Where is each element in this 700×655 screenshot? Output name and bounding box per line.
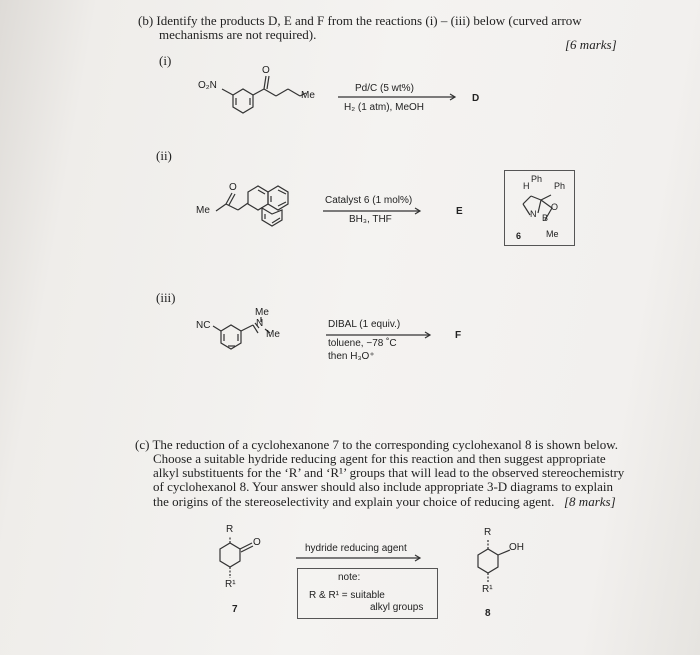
product-f: F: [455, 330, 462, 341]
c7-o: O: [253, 537, 261, 548]
reaction-ii-label: (ii): [156, 148, 172, 163]
r3-reagent-bottom: then H₃O⁺: [328, 351, 375, 362]
r3-reagent-top: DIBAL (1 equiv.): [328, 319, 401, 330]
cat-b: B: [542, 213, 549, 223]
cat-h: H: [523, 181, 530, 191]
r3-me-right: Me: [266, 329, 280, 340]
r1-o: O: [262, 65, 270, 76]
r1-o2n: O₂N: [198, 80, 217, 91]
note-text-2: alkyl groups: [370, 602, 424, 613]
product-d: D: [472, 93, 480, 104]
r3-me-top: Me: [255, 307, 269, 318]
c7-r1: R¹: [225, 579, 236, 590]
part-c-line2: Choose a suitable hydride reducing agent for this reaction and then suggest appropriate: [153, 451, 606, 466]
reaction-i-label: (i): [159, 53, 172, 68]
r1-me: Me: [301, 90, 315, 101]
c8-number: 8: [485, 608, 491, 619]
r2-me: Me: [196, 205, 210, 216]
r3-reagent-mid: toluene, −78 ˚C: [328, 338, 397, 349]
part-c-line4: of cyclohexanol 8. Your answer should also include appropriate 3-D diagrams to explain: [153, 479, 613, 494]
part-b-heading-line1: (b) Identify the products D, E and F from the reactions (i) – (iii) below (curved arrow: [138, 13, 582, 28]
cat-n: N: [530, 209, 537, 219]
part-c-line3: alkyl substituents for the ‘R’ and ‘R¹’ groups that will lead to the observed stereochemistry: [153, 465, 625, 480]
reaction-i-structure: [222, 76, 306, 113]
reaction-ii-structure: [216, 186, 288, 226]
part-c-marks: [8 marks]: [564, 494, 616, 509]
cat-ph1: Ph: [531, 174, 543, 184]
compound-7-structure: [220, 536, 253, 578]
c7-r: R: [226, 524, 234, 535]
cat-o: O: [551, 202, 559, 212]
reaction-iii-label: (iii): [156, 290, 176, 305]
cat-ph2: Ph: [554, 181, 566, 191]
cat-number: 6: [516, 231, 522, 241]
part-b-marks: [6 marks]: [565, 37, 617, 52]
part-c-line1: (c) The reduction of a cyclohexanone 7 to the corresponding cyclohexanol 8 is shown below.: [135, 437, 619, 452]
product-e: E: [456, 206, 463, 217]
part-c-line5: the origins of the stereoselectivity and explain your choice of reducing agent.: [153, 494, 555, 509]
part-b-heading-line2: mechanisms are not required).: [159, 27, 317, 42]
note-text-1: R & R¹ = suitable: [309, 590, 385, 601]
compound-8-structure: [478, 540, 510, 583]
c7-number: 7: [232, 604, 238, 615]
r2-o: O: [229, 182, 237, 193]
r2-reagent-top: Catalyst 6 (1 mol%): [325, 195, 413, 206]
cat-me: Me: [546, 229, 559, 239]
r1-reagent-bottom: H₂ (1 atm), MeOH: [344, 102, 424, 113]
c8-r1: R¹: [482, 584, 493, 595]
r1-reagent-top: Pd/C (5 wt%): [355, 83, 414, 94]
r3-nc: NC: [196, 320, 211, 331]
note-title: note:: [338, 572, 361, 583]
reducing-agent-label: hydride reducing agent: [305, 543, 407, 554]
c8-r: R: [484, 527, 492, 538]
r3-n: N: [256, 318, 264, 329]
c8-oh: OH: [509, 542, 524, 553]
r2-reagent-bottom: BH₃, THF: [349, 214, 392, 225]
